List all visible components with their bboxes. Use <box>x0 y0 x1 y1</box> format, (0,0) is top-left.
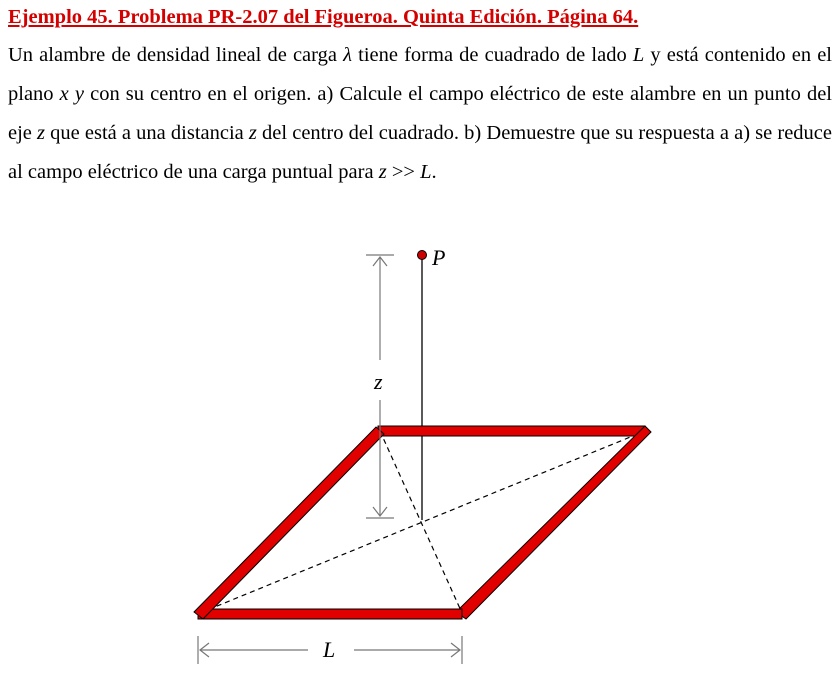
problem-title: Ejemplo 45. Problema PR-2.07 del Figueroa. Quinta Edición. Página 64. <box>8 6 639 28</box>
variable-z: z <box>378 161 387 183</box>
text-segment: que está a una distancia <box>45 122 249 144</box>
variable-x: x <box>59 83 69 105</box>
variable-y: y <box>74 83 84 105</box>
text-segment: del centro del cuadrado. b) Demuestre que su respuesta a a) se reduce al campo eléctrico de una carga puntual para <box>8 122 833 183</box>
point-P-marker <box>418 251 427 260</box>
variable-L: L <box>632 44 645 66</box>
wire-side-left <box>194 427 384 619</box>
text-segment: tiene forma de cuadrado de lado <box>352 44 633 66</box>
label-z: z <box>374 369 383 394</box>
text-segment: >> <box>386 161 421 183</box>
wire-side-right <box>456 426 651 619</box>
wire-side-front <box>198 609 462 619</box>
variable-z: z <box>248 122 257 144</box>
text-segment: . <box>431 161 437 183</box>
lambda-symbol: λ <box>343 44 352 66</box>
wire-side-back <box>378 426 645 436</box>
text-segment: Un alambre de densidad lineal de carga <box>8 44 344 66</box>
text-segment: con su centro en el origen. a) Calcule el campo eléctrico de este alambre en un punto del eje <box>8 83 832 144</box>
variable-L: L <box>420 161 432 183</box>
diagonal-dashed <box>380 431 462 613</box>
label-L: L <box>323 637 336 662</box>
variable-z: z <box>37 122 46 144</box>
label-P: P <box>432 245 446 270</box>
text-segment: y está contenido en el plano <box>8 44 832 105</box>
